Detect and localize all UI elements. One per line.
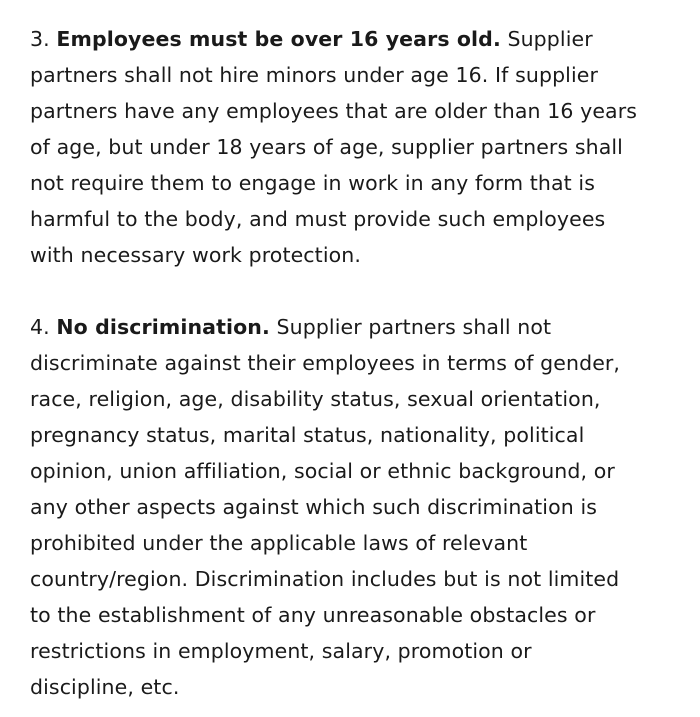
section-4-number: 4. <box>30 315 50 339</box>
section-3-line: of age, but under 18 years of age, supplier partners shall <box>30 135 623 159</box>
section-4-line: to the establishment of any unreasonable obstacles or <box>30 603 596 627</box>
section-4-line: restrictions in employment, salary, promotion or <box>30 639 532 663</box>
section-4-first-line-text: Supplier partners shall not <box>276 315 552 339</box>
section-4-line: discipline, etc. <box>30 675 180 699</box>
section-4-paragraph <box>30 309 694 705</box>
section-4-line: country/region. Discrimination includes but is not limited <box>30 567 620 591</box>
section-3-first-line-text: Supplier <box>507 27 593 51</box>
section-4-first-line <box>30 309 694 345</box>
section-4-line: opinion, union affiliation, social or ethnic background, or <box>30 459 615 483</box>
section-3-line: with necessary work protection. <box>30 243 361 267</box>
section-3-heading: Employees must be over 16 years old. <box>56 27 501 51</box>
policy-document <box>30 21 694 705</box>
section-3-line: partners shall not hire minors under age 16. If supplier <box>30 63 599 87</box>
section-3-line: not require them to engage in work in any form that is <box>30 171 596 195</box>
section-3-line: partners have any employees that are older than 16 years <box>30 99 638 123</box>
section-4-line: pregnancy status, marital status, nationality, political <box>30 423 585 447</box>
section-3-line: harmful to the body, and must provide such employees <box>30 207 606 231</box>
section-3-paragraph <box>30 21 694 273</box>
section-3-first-line <box>30 21 694 57</box>
section-3-number: 3. <box>30 27 50 51</box>
section-4-heading: No discrimination. <box>56 315 270 339</box>
section-4-line: prohibited under the applicable laws of relevant <box>30 531 528 555</box>
section-4-line: discriminate against their employees in terms of gender, <box>30 351 621 375</box>
section-4-line: race, religion, age, disability status, sexual orientation, <box>30 387 601 411</box>
section-4-line: any other aspects against which such discrimination is <box>30 495 598 519</box>
